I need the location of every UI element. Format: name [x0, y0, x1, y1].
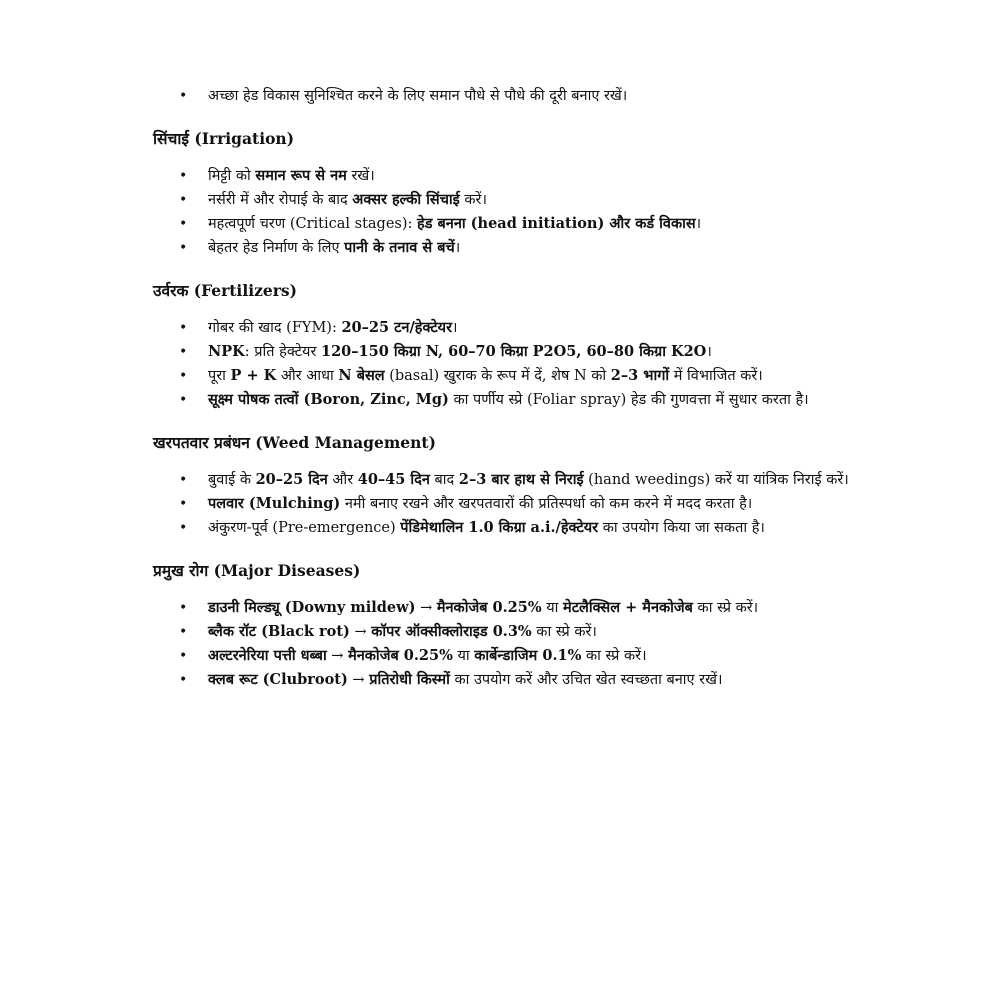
text-run: → [349, 624, 372, 640]
text-run: का स्प्रे करें। [531, 624, 597, 640]
irrigation-bullet-list [153, 164, 853, 260]
text-run: नर्सरी में और रोपाई के बाद [208, 192, 353, 208]
bold-text-run: समान रूप से नम [255, 167, 347, 184]
bold-text-run: पलवार (Mulching) [208, 495, 341, 512]
major-diseases-bullet-list [153, 596, 853, 692]
text-run: । [706, 344, 712, 360]
text-run: करें। [459, 192, 487, 208]
text-run: पूरा [208, 368, 231, 384]
text-run: महत्वपूर्ण चरण (Critical stages): [208, 216, 417, 232]
bold-text-run: पानी के तनाव से बचें [344, 239, 455, 256]
bold-text-run: 2–3 भागों [610, 367, 670, 384]
text-run: या [541, 600, 564, 616]
list-item [153, 644, 853, 668]
text-run: मिट्टी को [208, 168, 256, 184]
text-run: का स्प्रे करें। [581, 648, 647, 664]
text-run: रखें। [346, 168, 375, 184]
list-item [153, 516, 853, 540]
list-item [153, 596, 853, 620]
text-run: → [347, 672, 370, 688]
bold-text-run: डाउनी मिल्ड्यू (Downy mildew) [208, 599, 416, 616]
text-run: अंकुरण-पूर्व (Pre-emergence) [208, 520, 401, 536]
list-item [153, 84, 853, 108]
bold-text-run: प्रतिरोधी किस्मों [369, 671, 450, 688]
text-run: अच्छा हेड विकास सुनिश्चित करने के लिए समान पौधे से पौधे की दूरी बनाए रखें। [208, 88, 628, 104]
bold-text-run: सूक्ष्म पोषक तत्वों (Boron, Zinc, Mg) [208, 391, 449, 408]
document-page [153, 84, 853, 692]
intro-bullet-list [153, 84, 853, 108]
text-run: और [327, 472, 358, 488]
text-run: : प्रति हेक्टेयर [244, 344, 321, 360]
list-item [153, 620, 853, 644]
text-run: बाद [429, 472, 459, 488]
bold-text-run: 20–25 टन/हेक्टेयर [341, 319, 453, 336]
list-item [153, 236, 853, 260]
text-run: । [454, 240, 461, 256]
section-heading-weed-management: खरपतवार प्रबंधन (Weed Management) [153, 433, 436, 452]
text-run: का पर्णीय स्प्रे (Foliar spray) हेड की गुणवत्ता में सुधार करता है। [448, 392, 809, 408]
bold-text-run: मैनकोजेब 0.25% [348, 647, 453, 664]
list-item [153, 316, 853, 340]
text-run: या [452, 648, 475, 664]
bold-text-run: 2–3 बार हाथ से निराई [458, 471, 584, 488]
list-item [153, 492, 853, 516]
bold-text-run: क्लब रूट (Clubroot) [208, 671, 348, 688]
section-heading-fertilizers: उर्वरक (Fertilizers) [153, 281, 297, 300]
list-item [153, 388, 853, 412]
bold-text-run: ब्लैक रॉट (Black rot) [208, 623, 350, 640]
text-run: (basal) खुराक के रूप में दें, शेष N को [384, 368, 611, 384]
bold-text-run: अक्सर हल्की सिंचाई [352, 191, 460, 208]
list-item [153, 668, 853, 692]
bold-text-run: N बेसल [338, 367, 385, 384]
bold-text-run: मेटलैक्सिल + मैनकोजेब [563, 599, 693, 616]
fertilizers-bullet-list [153, 316, 853, 412]
text-run: नमी बनाए रखने और खरपतवारों की प्रतिस्पर्धा को कम करने में मदद करता है। [340, 496, 753, 512]
list-item [153, 468, 853, 492]
list-item [153, 340, 853, 364]
text-run: का स्प्रे करें। [692, 600, 759, 616]
bold-text-run: कार्बेन्डाजिम 0.1% [474, 647, 582, 664]
bold-text-run: NPK [208, 343, 245, 360]
bold-text-run: कॉपर ऑक्सीक्लोराइड 0.3% [371, 623, 532, 640]
list-item [153, 188, 853, 212]
text-run: । [695, 216, 702, 232]
text-run: गोबर की खाद (FYM): [208, 320, 342, 336]
bold-text-run: 20–25 दिन [255, 471, 328, 488]
bold-text-run: 40–45 दिन [357, 471, 430, 488]
text-run: → [415, 600, 437, 616]
text-run: बुवाई के [208, 472, 256, 488]
section-heading-irrigation: सिंचाई (Irrigation) [153, 129, 295, 148]
text-run: का उपयोग करें और उचित खेत स्वच्छता बनाए रखें। [449, 672, 723, 688]
text-run: बेहतर हेड निर्माण के लिए [208, 240, 345, 256]
text-run: । [452, 320, 458, 336]
list-item [153, 164, 853, 188]
section-heading-major-diseases: प्रमुख रोग (Major Diseases) [153, 561, 361, 580]
bold-text-run: पेंडिमेथालिन 1.0 किग्रा a.i./हेक्टेयर [400, 519, 599, 536]
text-run: में विभाजित करें। [669, 368, 763, 384]
bold-text-run: 120–150 किग्रा N, 60–70 किग्रा P2O5, 60–80 किग्रा K2O [321, 343, 707, 360]
list-item [153, 364, 853, 388]
bold-text-run: P + K [230, 367, 277, 384]
bold-text-run: हेड बनना (head initiation) और कर्ड विकास [417, 215, 696, 232]
bold-text-run: मैनकोजेब 0.25% [436, 599, 542, 616]
text-run: (hand weedings) करें या यांत्रिक निराई करें। [583, 472, 849, 488]
bold-text-run: अल्टरनेरिया पत्ती धब्बा [208, 647, 327, 664]
text-run: का उपयोग किया जा सकता है। [598, 520, 765, 536]
text-run: और आधा [276, 368, 339, 384]
text-run: → [326, 648, 349, 664]
weed-management-bullet-list [153, 468, 853, 540]
list-item [153, 212, 853, 236]
